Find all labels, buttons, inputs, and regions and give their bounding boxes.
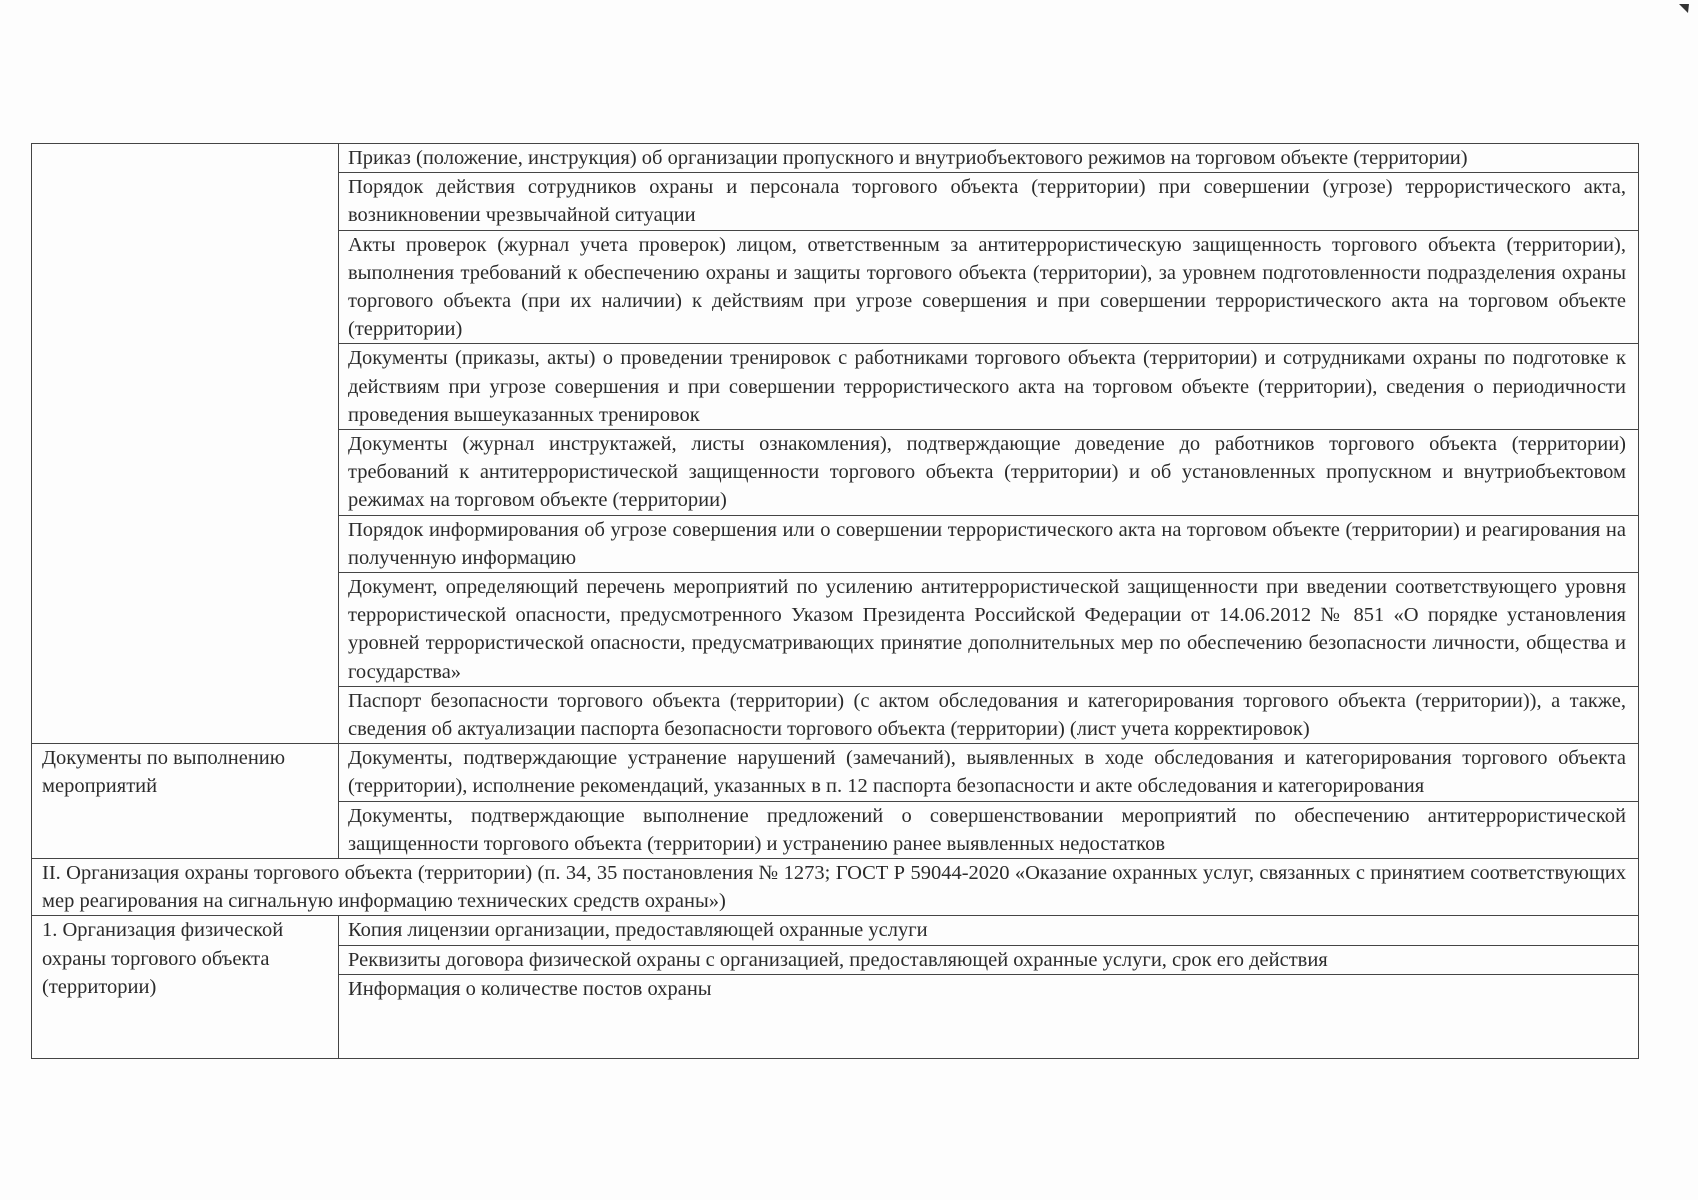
requirements-table bbox=[31, 143, 1639, 1059]
list-item: Паспорт безопасности торгового объекта (территории) (с актом обследования и категорирования торгового объекта (территории)), а также, сведения об актуализации паспорта безопасности торгового объекта (территории) (лист учета корректировок) bbox=[339, 686, 1639, 743]
list-item: Порядок информирования об угрозе совершения или о совершении террористического акта на торговом объекте (территории) и реагирования на полученную информацию bbox=[339, 515, 1639, 572]
list-item: Документы, подтверждающие устранение нарушений (замечаний), выявленных в ходе обследования и категорирования торгового объекта (территории), исполнение рекомендаций, указанных в п. 12 паспорта безопасности и акте обследования и категорирования bbox=[339, 744, 1639, 801]
section-heading-row bbox=[32, 859, 1639, 916]
group-label: Документы по выполнению мероприятий bbox=[32, 744, 339, 859]
list-item: Копия лицензии организации, предоставляющей охранные услуги bbox=[339, 916, 1639, 945]
list-item: Порядок действия сотрудников охраны и персонала торгового объекта (территории) при совершении (угрозе) террористического акта, возникновении чрезвычайной ситуации bbox=[339, 173, 1639, 230]
corner-mark-icon bbox=[1678, 2, 1690, 14]
group-label: 1. Организация физической охраны торгового объекта (территории) bbox=[32, 916, 339, 1058]
list-item: Реквизиты договора физической охраны с организацией, предоставляющей охранные услуги, срок его действия bbox=[339, 945, 1639, 974]
list-item: Приказ (положение, инструкция) об организации пропускного и внутриобъектового режимов на торговом объекте (территории) bbox=[339, 144, 1639, 173]
empty-label-cell bbox=[32, 144, 339, 744]
list-item: Информация о количестве постов охраны bbox=[339, 974, 1639, 1058]
list-item: Документы, подтверждающие выполнение предложений о совершенствовании мероприятий по обеспечению антитеррористической защищенности торгового объекта (территории) и устранению ранее выявленных недостатков bbox=[339, 801, 1639, 858]
table-row bbox=[32, 916, 1639, 945]
table-row bbox=[32, 744, 1639, 801]
list-item: Акты проверок (журнал учета проверок) лицом, ответственным за антитеррористическую защищенность торгового объекта (территории), выполнения требований к обеспечению охраны и защиты торгового объекта (территории), за уровнем подготовленности подразделения охраны торгового объекта (при их наличии) к действиям при угрозе совершения и при совершении террористического акта на торговом объекте (территории) bbox=[339, 230, 1639, 344]
table-row bbox=[32, 144, 1639, 173]
section-title: II. Организация охраны торгового объекта (территории) (п. 34, 35 постановления № 1273; ГОСТ Р 59044-2020 «Оказание охранных услуг, связанных с принятием соответствующих мер реагирования на сигнальную информацию технических средств охраны») bbox=[32, 859, 1639, 916]
list-item: Документ, определяющий перечень мероприятий по усилению антитеррористической защищенности при введении соответствующего уровня террористической опасности, предусмотренного Указом Президента Российской Федерации от 14.06.2012 № 851 «О порядке установления уровней террористической опасности, предусматривающих принятие дополнительных мер по обеспечению безопасности личности, общества и государства» bbox=[339, 573, 1639, 687]
list-item: Документы (журнал инструктажей, листы ознакомления), подтверждающие доведение до работников торгового объекта (территории) требований к антитеррористической защищенности торгового объекта (территории) и об установленных пропускном и внутриобъектовом режимах на торговом объекте (территории) bbox=[339, 430, 1639, 516]
list-item: Документы (приказы, акты) о проведении тренировок с работниками торгового объекта (территории) и сотрудниками охраны по подготовке к действиям при угрозе совершения и при совершении террористического акта на торговом объекте (территории), сведения о периодичности проведения вышеуказанных тренировок bbox=[339, 344, 1639, 430]
